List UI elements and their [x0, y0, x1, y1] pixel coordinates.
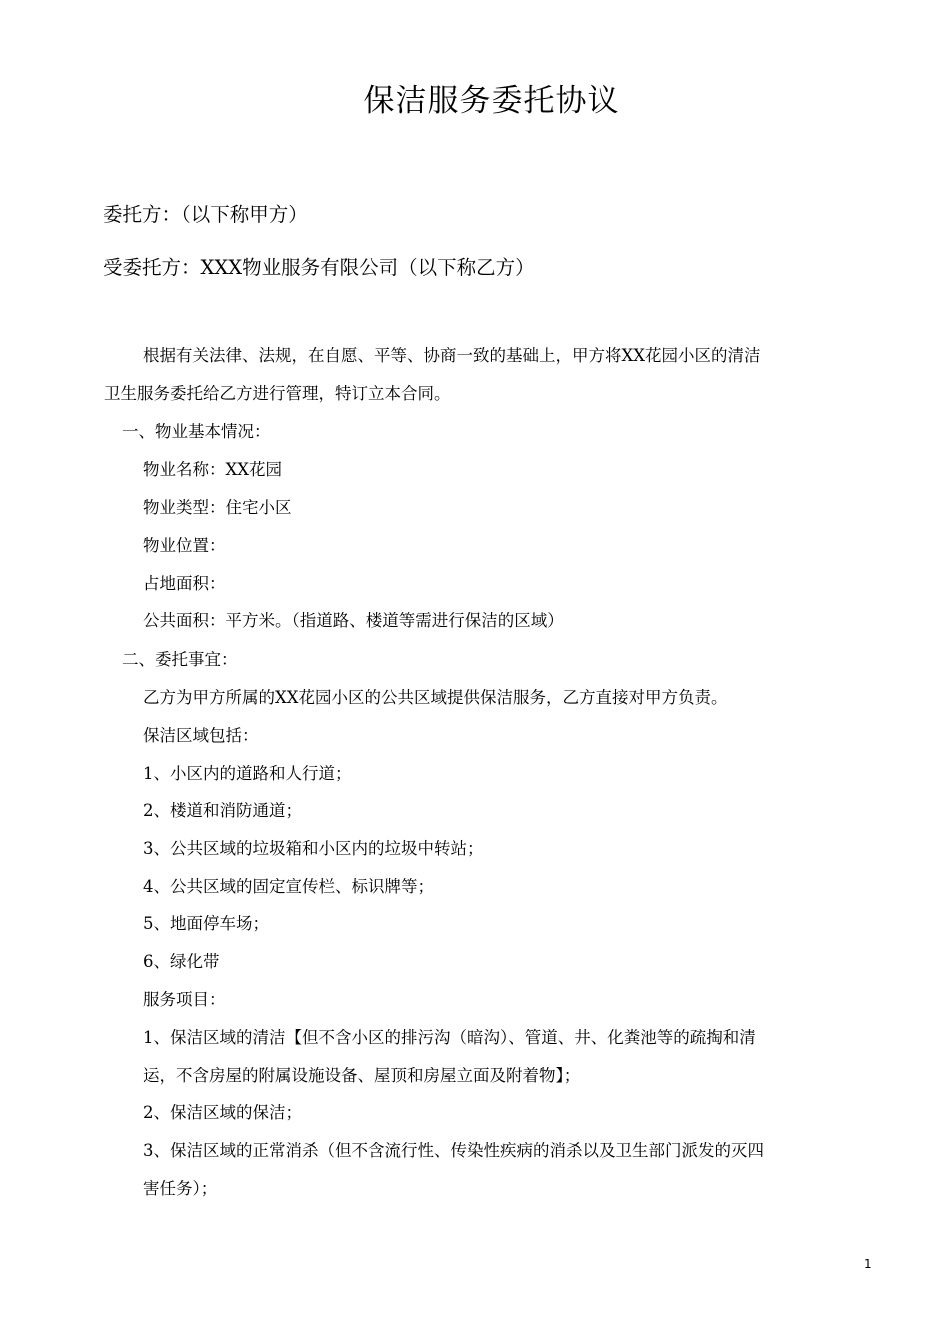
service-1-line-1: 1、保洁区域的清洁【但不含小区的排污沟（暗沟）、管道、井、化粪池等的疏掏和清 [143, 1028, 756, 1047]
services-heading: 服务项目： [143, 990, 226, 1009]
property-type: 物业类型：住宅小区 [143, 498, 292, 517]
service-statement: 乙方为甲方所属的XX花园小区的公共区域提供保洁服务，乙方直接对甲方负责。 [143, 688, 728, 707]
service-1-line-2: 运，不含房屋的附属设施设备、屋顶和房屋立面及附着物】； [143, 1066, 581, 1085]
service-3-line-2: 害任务）； [143, 1179, 218, 1198]
areas-heading: 保洁区域包括： [143, 726, 259, 745]
document-title: 保洁服务委托协议 [363, 83, 620, 119]
intro-line-2: 卫生服务委托给乙方进行管理，特订立本合同。 [104, 384, 451, 403]
party-a-line: 委托方：（以下称甲方） [103, 203, 308, 226]
area-item: 5、地面停车场； [143, 914, 269, 933]
service-3-line-1: 3、保洁区域的正常消杀（但不含流行性、传染性疾病的消杀以及卫生部门派发的灭四 [143, 1141, 764, 1160]
party-b-line: 受委托方：XXX物业服务有限公司（以下称乙方） [103, 256, 535, 279]
property-location: 物业位置： [143, 536, 226, 555]
property-name: 物业名称：XX花园 [143, 460, 282, 479]
area-item: 1、小区内的道路和人行道； [143, 764, 352, 783]
intro-line-1: 根据有关法律、法规，在自愿、平等、协商一致的基础上，甲方将XX花园小区的清洁 [143, 346, 761, 365]
page-number: 1 [864, 1257, 872, 1271]
land-area: 占地面积： [143, 574, 226, 593]
area-item: 4、公共区域的固定宣传栏、标识牌等； [143, 877, 434, 896]
section-2-heading: 二、委托事宜： [122, 650, 238, 669]
area-item: 6、绿化带 [143, 952, 220, 971]
section-1-heading: 一、物业基本情况： [122, 422, 271, 441]
service-2: 2、保洁区域的保洁； [143, 1103, 302, 1122]
area-item: 3、公共区域的垃圾箱和小区内的垃圾中转站； [143, 839, 484, 858]
area-item: 2、楼道和消防通道； [143, 801, 302, 820]
public-area: 公共面积：平方米。（指道路、楼道等需进行保洁的区域） [143, 611, 564, 630]
